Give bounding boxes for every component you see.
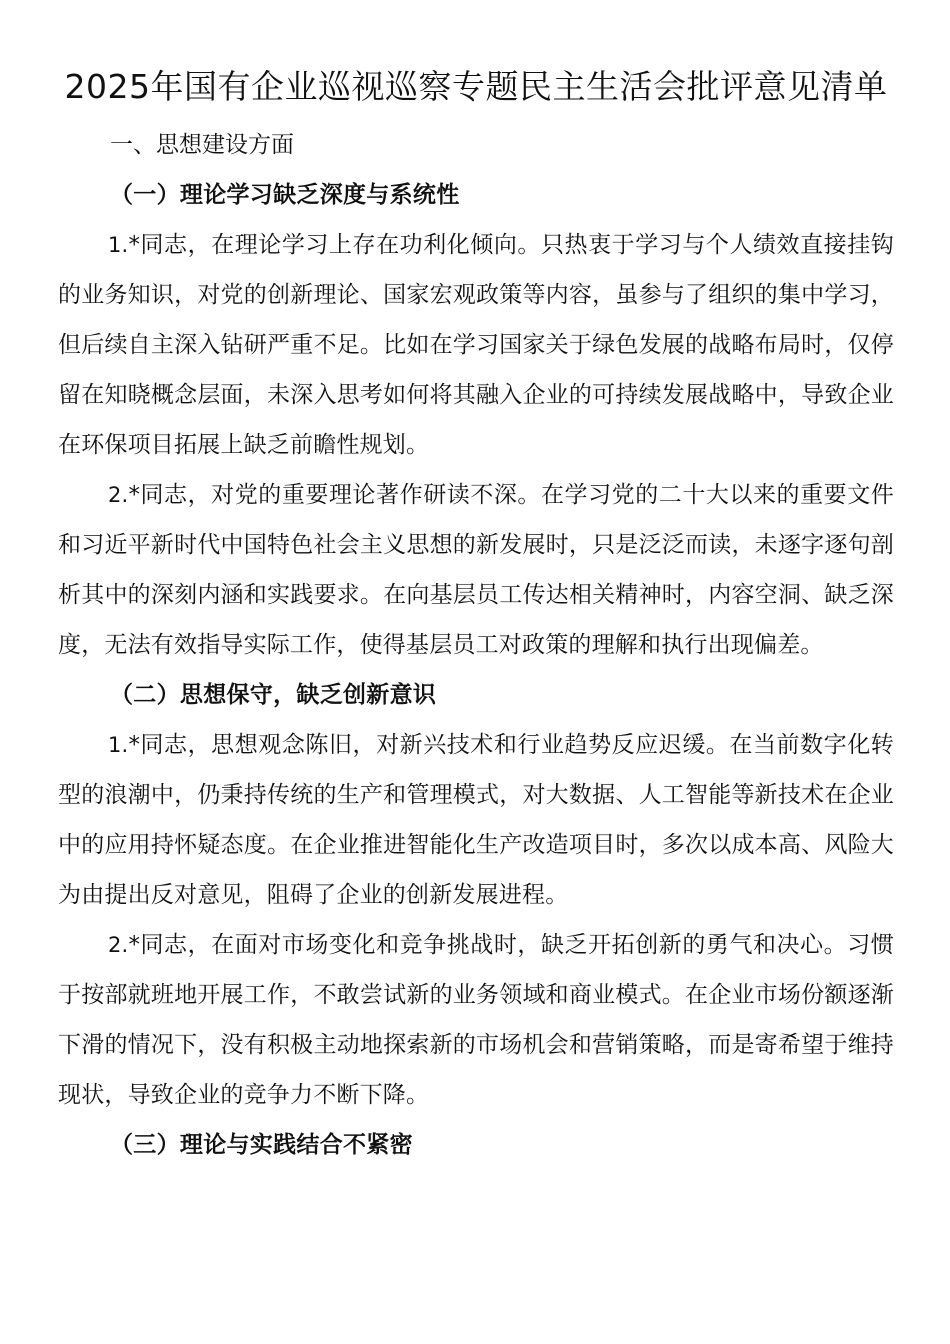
paragraph-2-2 — [58, 920, 894, 1120]
paragraph-text: *同志，在理论学习上存在功利化倾向。只热衷于学习与个人绩效直接挂钩的业务知识，对党的创新理论、国家宏观政策等内容，虽参与了组织的集中学习，但后续自主深入钻研严重不足。比如在学习国家关于绿色发展的战略布局时，仅停留在知晓概念层面，未深入思考如何将其融入企业的可持续发展战略中，导致企业在环保项目拓展上缺乏前瞻性规划。 — [58, 232, 894, 458]
paragraph-2-1 — [58, 720, 894, 920]
item-number: 1. — [108, 233, 129, 257]
subsection-heading-2: （二）思想保守，缺乏创新意识 — [110, 682, 437, 708]
paragraph-1-2 — [58, 470, 894, 670]
subsection-heading-1: （一）理论学习缺乏深度与系统性 — [110, 182, 460, 208]
paragraph-text: *同志，在面对市场变化和竞争挑战时，缺乏开拓创新的勇气和决心。习惯于按部就班地开展工作，不敢尝试新的业务领域和商业模式。在企业市场份额逐渐下滑的情况下，没有积极主动地探索新的市场机会和营销策略，而是寄希望于维持现状，导致企业的竞争力不断下降。 — [58, 932, 894, 1108]
section-heading: 一、思想建设方面 — [110, 132, 294, 158]
document-title: 2025年国有企业巡视巡察专题民主生活会批评意见清单 — [64, 67, 888, 106]
item-number: 2. — [108, 933, 129, 957]
item-number: 1. — [108, 733, 129, 757]
paragraph-1-1 — [58, 220, 894, 470]
paragraph-text: *同志，对党的重要理论著作研读不深。在学习党的二十大以来的重要文件和习近平新时代中国特色社会主义思想的新发展时，只是泛泛而读，未逐字逐句剖析其中的深刻内涵和实践要求。在向基层员工传达相关精神时，内容空洞、缺乏深度，无法有效指导实际工作，使得基层员工对政策的理解和执行出现偏差。 — [58, 482, 894, 658]
item-number: 2. — [108, 483, 129, 507]
subsection-heading-3: （三）理论与实践结合不紧密 — [110, 1132, 413, 1158]
paragraph-text: *同志，思想观念陈旧，对新兴技术和行业趋势反应迟缓。在当前数字化转型的浪潮中，仍秉持传统的生产和管理模式，对大数据、人工智能等新技术在企业中的应用持怀疑态度。在企业推进智能化生产改造项目时，多次以成本高、风险大为由提出反对意见，阻碍了企业的创新发展进程。 — [58, 732, 894, 908]
